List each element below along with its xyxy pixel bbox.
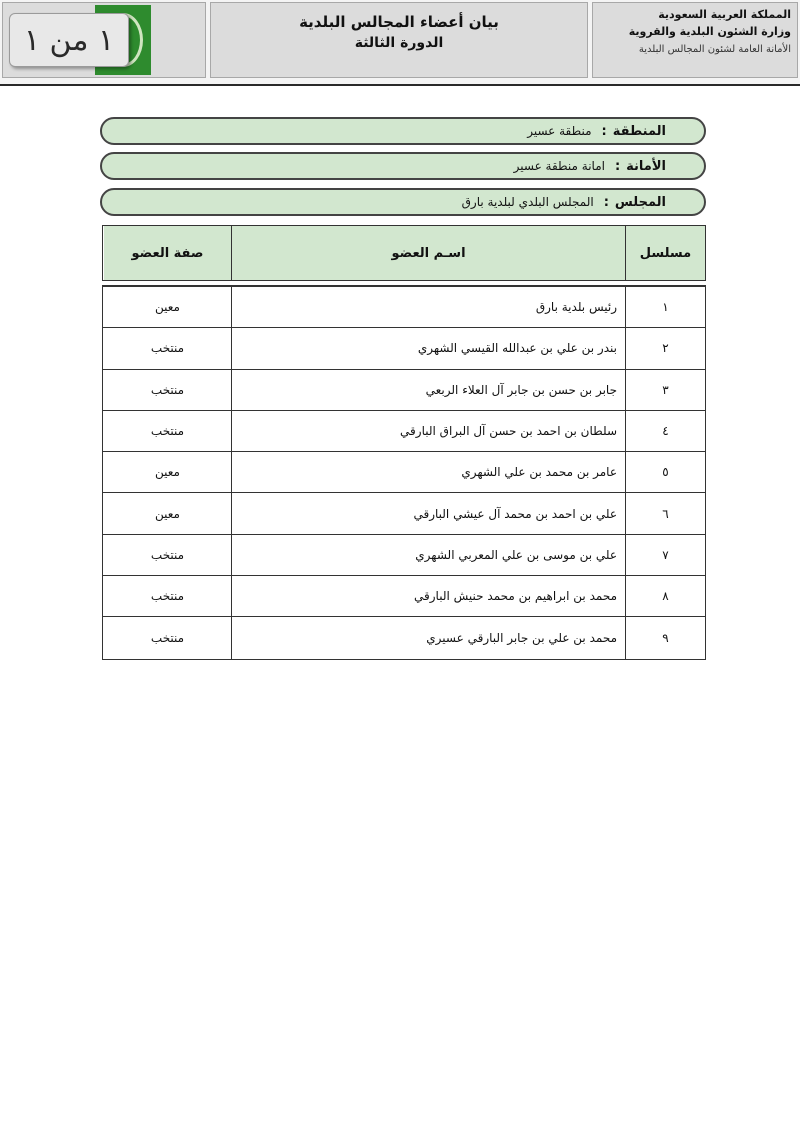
table-row bbox=[103, 411, 705, 452]
municipality-field bbox=[100, 152, 706, 180]
row-member-name: محمد بن ابراهيم بن محمد حنيش البارقي bbox=[231, 576, 625, 616]
row-serial: ٤ bbox=[625, 411, 705, 451]
table-row bbox=[103, 287, 705, 328]
table-row bbox=[103, 617, 705, 658]
region-colon: : bbox=[601, 123, 607, 139]
table-row bbox=[103, 452, 705, 493]
row-member-name: بندر بن علي بن عبدالله القيسي الشهري bbox=[231, 328, 625, 368]
page-indicator: ١ من ١ bbox=[9, 13, 129, 67]
table-header bbox=[102, 225, 706, 281]
table-row bbox=[103, 535, 705, 576]
table-row bbox=[103, 328, 705, 369]
row-serial: ١ bbox=[625, 287, 705, 327]
title-block bbox=[210, 2, 588, 78]
municipality-label: الأمانة bbox=[626, 158, 666, 174]
council-field bbox=[100, 188, 706, 216]
row-member-name: جابر بن حسن بن جابر آل العلاء الربعي bbox=[231, 370, 625, 410]
document-subtitle: الدورة الثالثة bbox=[354, 35, 444, 51]
row-serial: ٢ bbox=[625, 328, 705, 368]
ministry-line-1: المملكة العربية السعودية bbox=[658, 8, 791, 21]
row-member-role: منتخب bbox=[150, 382, 185, 397]
members-table bbox=[102, 285, 706, 660]
row-member-role: معين bbox=[155, 465, 180, 480]
region-label: المنطقة bbox=[612, 123, 666, 139]
row-member-name: علي بن احمد بن محمد آل عيشي البارقي bbox=[231, 493, 625, 533]
header-serial: مسلسل bbox=[625, 226, 705, 280]
region-field bbox=[100, 117, 706, 145]
logo-block bbox=[2, 2, 206, 78]
row-serial: ٨ bbox=[625, 576, 705, 616]
header-member-role: صفة العضو bbox=[104, 226, 231, 280]
table-row bbox=[103, 576, 705, 617]
council-colon: : bbox=[603, 194, 609, 210]
table-row bbox=[103, 370, 705, 411]
row-member-name: عامر بن محمد بن علي الشهري bbox=[231, 452, 625, 492]
council-value: المجلس البلدي لبلدية بارق bbox=[461, 195, 594, 209]
row-member-name: علي بن موسى بن علي المعربي الشهري bbox=[231, 535, 625, 575]
row-serial: ٣ bbox=[625, 370, 705, 410]
table-row bbox=[103, 493, 705, 534]
council-label: المجلس bbox=[614, 194, 666, 210]
row-member-name: سلطان بن احمد بن حسن آل البراق البارقي bbox=[231, 411, 625, 451]
row-member-role: منتخب bbox=[150, 631, 185, 646]
municipality-colon: : bbox=[614, 158, 621, 174]
row-member-role: منتخب bbox=[150, 547, 185, 562]
row-member-role: معين bbox=[155, 300, 180, 315]
row-member-role: منتخب bbox=[150, 341, 185, 356]
ministry-line-3: الأمانة العامة لشئون المجالس البلدية bbox=[638, 44, 791, 55]
row-serial: ٦ bbox=[625, 493, 705, 533]
row-member-role: منتخب bbox=[150, 424, 185, 439]
municipality-value: امانة منطقة عسير bbox=[513, 159, 605, 173]
row-member-role: منتخب bbox=[150, 589, 185, 604]
row-member-name: محمد بن علي بن جابر البارقي عسيري bbox=[231, 617, 625, 658]
row-serial: ٩ bbox=[625, 617, 705, 658]
header-member-name: اسـم العضو bbox=[231, 226, 625, 280]
row-serial: ٥ bbox=[625, 452, 705, 492]
ministry-block bbox=[592, 2, 798, 78]
region-value: منطقة عسير bbox=[527, 124, 592, 138]
document-title: بيان أعضاء المجالس البلدية bbox=[299, 13, 499, 31]
row-member-name: رئيس بلدية بارق bbox=[231, 287, 625, 327]
row-member-role: معين bbox=[155, 506, 180, 521]
row-serial: ٧ bbox=[625, 535, 705, 575]
ministry-line-2: وزارة الشئون البلدية والقروية bbox=[628, 25, 791, 38]
page-header bbox=[0, 0, 800, 86]
